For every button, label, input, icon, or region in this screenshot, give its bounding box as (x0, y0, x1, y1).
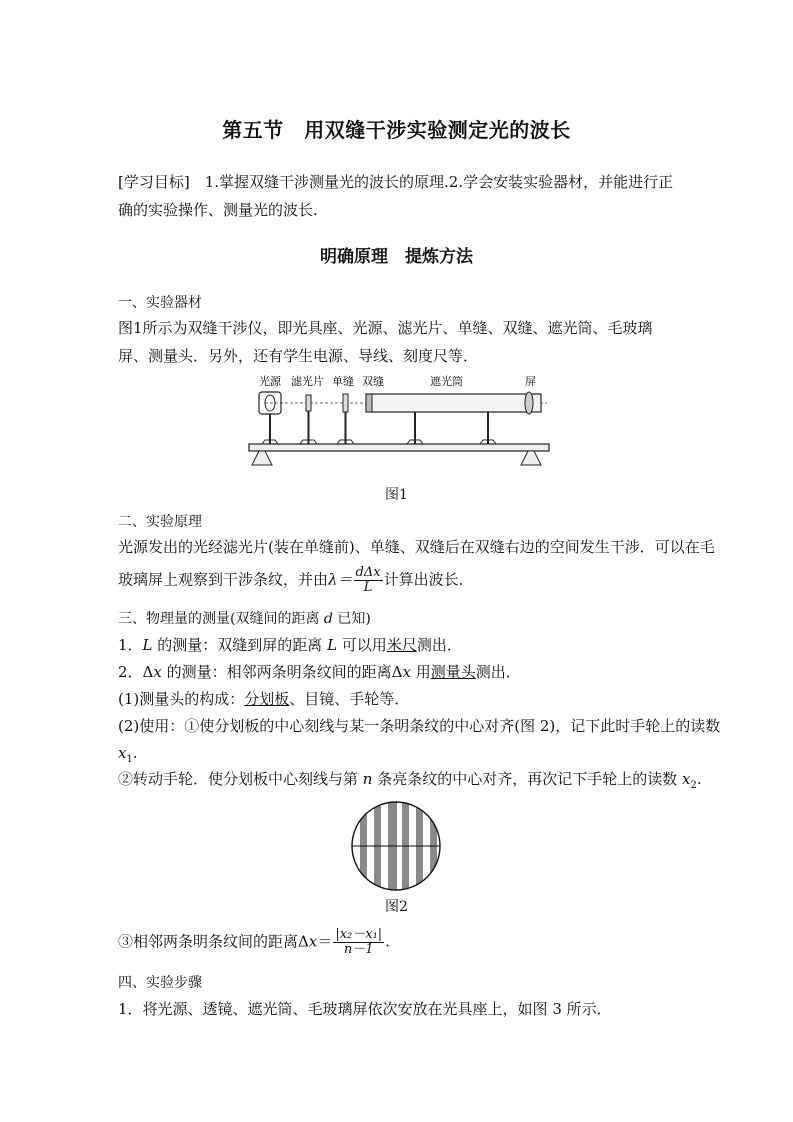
part2-heading: 二、实验原理 (118, 514, 202, 530)
figure1-caption: 图1 (385, 487, 408, 503)
part4-heading: 四、实验步骤 (118, 975, 202, 991)
shade-tube (366, 394, 541, 412)
part4-item1: 1．将光源、透镜、遮光筒、毛玻璃屏依次安放在光具座上，如图 3 所示． (118, 1000, 612, 1018)
sub2-var: x (118, 744, 127, 762)
objective-text: 1.掌握双缝干涉测量光的波长的原理.2.学会安装实验器材，并能进行正确的实验操作、测量光的波长. (118, 173, 674, 219)
step3-denominator: n－1 (343, 942, 374, 957)
screen (525, 392, 533, 414)
step2-var: n (362, 770, 373, 788)
sub2-subscript: 1 (126, 754, 133, 765)
part3-heading-var: d (323, 611, 333, 627)
step3-pre: ③相邻两条明条纹间的距离Δ (118, 932, 309, 951)
item1-post: 测出． (416, 636, 462, 654)
single-slit (343, 394, 348, 412)
label-light-source: 光源 (259, 375, 281, 388)
step3-fraction (333, 928, 384, 957)
learning-objective (118, 168, 678, 224)
sub1-post: 、目镜、手轮等． (289, 690, 410, 708)
figure2-reticle (348, 800, 444, 892)
step3-var: x (308, 932, 318, 951)
formula-fraction (354, 566, 383, 595)
label-double-slit: 双缝 (362, 375, 384, 388)
step3-post: . (385, 932, 390, 951)
step3-formula-line (118, 928, 390, 957)
part3-sub1 (118, 686, 409, 712)
figure2-caption: 图2 (385, 899, 408, 915)
part3-heading-pre: 三、物理量的测量(双缝间的距离 (118, 611, 324, 627)
part1-heading: 一、实验器材 (118, 295, 202, 311)
filter (306, 395, 311, 411)
part2-line1: 光源发出的光经滤光片(装在单缝前)、单缝、双缝后在双缝右边的空间发生干涉．可以在毛 (118, 538, 715, 556)
item1-var: L (142, 636, 153, 654)
step2-end: . (696, 770, 702, 788)
sub1-pre: (1)测量头的构成： (118, 690, 245, 708)
label-screen: 屏 (525, 375, 536, 388)
item1-underlined: 米尺 (386, 636, 417, 654)
item2-var2: x (402, 663, 411, 681)
page-title: 第五节 用双缝干涉实验测定光的波长 (222, 118, 571, 142)
part2-line2 (118, 566, 474, 595)
formula-numerator: dΔx (355, 565, 381, 580)
part1-text: 图1所示为双缝干涉仪，即光具座、光源、滤光片、单缝、双缝、遮光筒、毛玻璃屏、测量头．另外，还有学生电源、导线、刻度尺等． (118, 319, 653, 365)
objective-label: [学习目标] (118, 173, 190, 191)
bench-foot-left (252, 451, 272, 465)
part2-line2-post: 计算出波长． (383, 570, 474, 589)
part3-sub2-line1: (2)使用：①使分划板的中心刻线与某一条明条纹的中心对齐(图 2)，记下此时手轮上的读数 (118, 717, 721, 735)
part3-heading-post: 已知) (332, 611, 371, 627)
step2-pre: ②转动手轮．使分划板中心刻线与第 (118, 770, 363, 788)
item2-pre: 2．Δ (118, 663, 154, 681)
label-shade-tube: 遮光筒 (430, 375, 463, 388)
formula-denominator: L (363, 580, 373, 595)
part3-heading (118, 608, 371, 628)
item2-post: 测出． (475, 663, 521, 681)
figure1-apparatus (245, 372, 555, 472)
item1-pre: 1． (118, 636, 143, 654)
item2-var: x (153, 663, 162, 681)
optical-bench (249, 444, 549, 451)
part3-item1 (118, 632, 462, 658)
item2-mid2: 用 (410, 663, 431, 681)
section-heading: 明确原理 提炼方法 (320, 247, 473, 267)
step2-subscript: 2 (690, 780, 697, 791)
sub1-underlined: 分划板 (244, 690, 290, 708)
part3-item2 (118, 659, 521, 685)
item2-underlined: 测量头 (430, 663, 476, 681)
label-single-slit: 单缝 (332, 375, 354, 388)
item1-mid2: 可以用 (337, 636, 387, 654)
step2-mid: 条亮条纹的中心对齐，再次记下手轮上的读数 (372, 770, 682, 788)
sub2-end: . (132, 744, 138, 762)
item1-mid: 的测量：双缝到屏的距离 (152, 636, 328, 654)
formula-lhs: λ＝ (328, 570, 353, 589)
step3-eq: ＝ (317, 932, 333, 951)
double-slit (366, 394, 372, 412)
step2-var2: x (682, 770, 691, 788)
part3-step2 (118, 766, 702, 799)
item2-mid: 的测量：相邻两条明条纹间的距离Δ (161, 663, 403, 681)
bench-foot-right (521, 451, 541, 465)
part2-line2-pre: 玻璃屏上观察到干涉条纹，并由 (118, 570, 329, 589)
label-filter: 滤光片 (291, 375, 324, 388)
item1-var2: L (327, 636, 338, 654)
step3-numerator: |x₂－x₁| (335, 927, 383, 942)
